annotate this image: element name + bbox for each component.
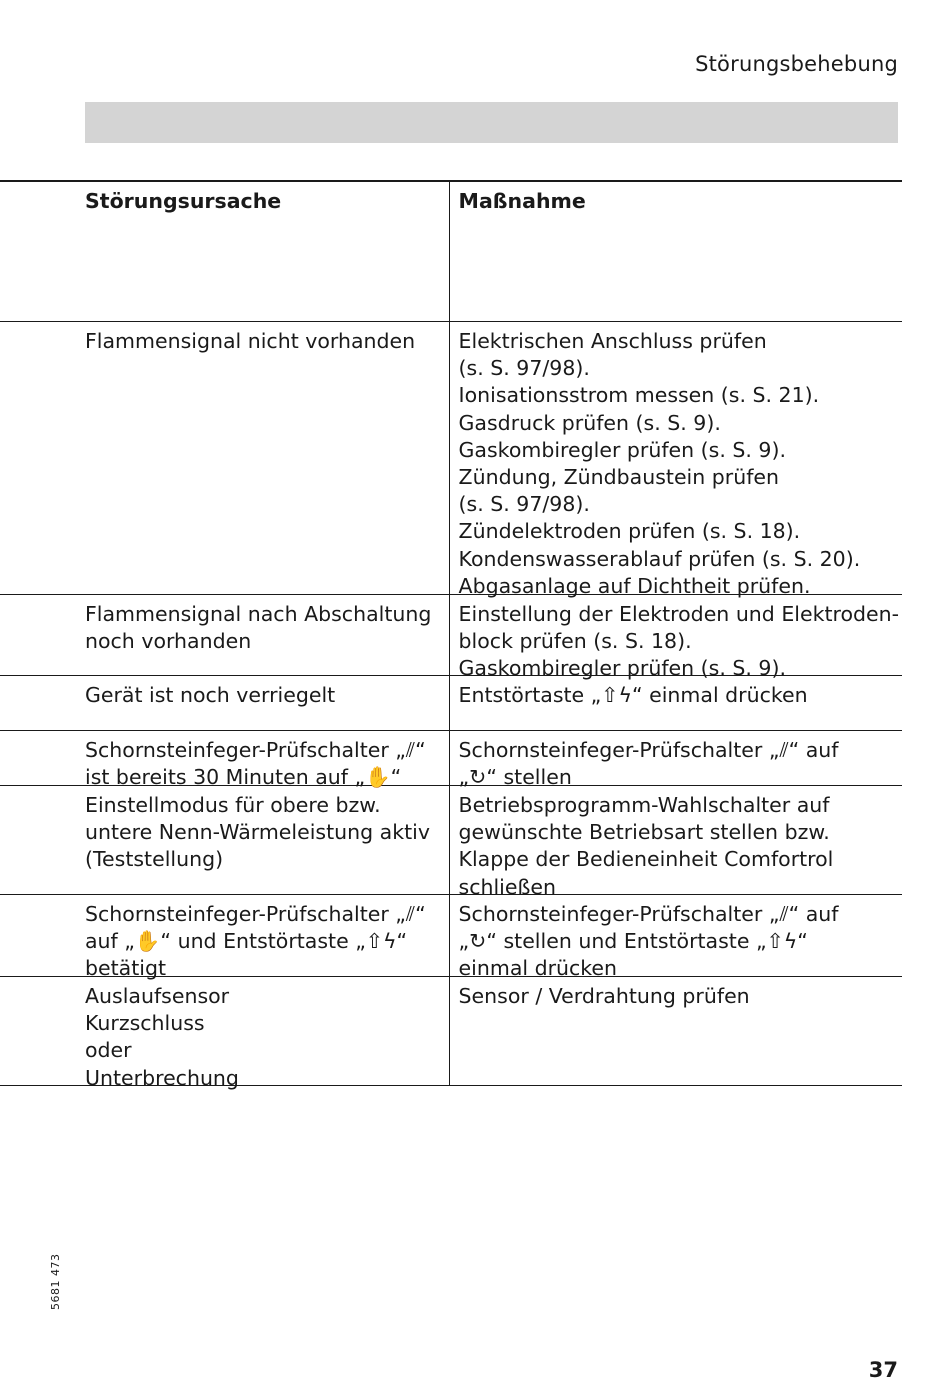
cause-cell: Flammensignal nach Abschaltung noch vorhanden (0, 595, 450, 675)
page-number: 37 (868, 1358, 898, 1382)
section-title: Störungsbehebung (695, 52, 898, 76)
cause-cell: Gerät ist noch verriegelt (0, 676, 450, 730)
table-row (0, 731, 902, 790)
table-row (0, 322, 902, 598)
action-cell: Entstörtaste „⇧ϟ“ einmal drücken (458, 683, 808, 707)
cause-cell: Schornsteinfeger-Prüfschalter „⫽“ auf „✋“ und Entstörtaste „⇧ϟ“ betätigt (0, 895, 450, 976)
table-row (0, 977, 902, 1090)
action-cell: Schornsteinfeger-Prüfschalter „⫽“ auf „↻“ stellen (458, 738, 839, 790)
action-cell: Einstellung der Elektroden und Elektroden- block prüfen (s. S. 18). Gaskombiregler prüfen (s. S. 9). (458, 602, 900, 681)
document-number: 5681 473 (49, 1253, 62, 1310)
column-header-cause: Störungsursache (0, 182, 450, 321)
cause-cell: Auslaufsensor Kurzschluss oder Unterbrechung (0, 977, 450, 1085)
action-cell: Schornsteinfeger-Prüfschalter „⫽“ auf „↻“ stellen und Entstörtaste „⇧ϟ“ einmal drücken (458, 902, 839, 981)
column-header-action: Maßnahme (458, 189, 586, 213)
table-header-row (0, 182, 902, 322)
action-cell: Sensor / Verdrahtung prüfen (458, 984, 750, 1008)
action-cell: Betriebsprogramm-Wahlschalter auf gewünschte Betriebsart stellen bzw. Klappe der Bedieneinheit Comfortrol schließen (458, 793, 834, 899)
table-row (0, 786, 902, 899)
table-row (0, 676, 902, 731)
cause-cell: Flammensignal nicht vorhanden (0, 322, 450, 594)
table-row (0, 895, 902, 981)
cause-cell: Schornsteinfeger-Prüfschalter „⫽“ ist bereits 30 Minuten auf „✋“ (0, 731, 450, 785)
cause-cell: Einstellmodus für obere bzw. untere Nenn-Wärmeleistung aktiv (Teststellung) (0, 786, 450, 894)
troubleshooting-table (0, 180, 902, 1090)
table-row (0, 595, 902, 681)
action-cell: Elektrischen Anschluss prüfen (s. S. 97/98). Ionisationsstrom messen (s. S. 21). Gasdruck prüfen (s. S. 9). Gaskombiregler prüfen (s. S. 9). Zündung, Zündbaustein prüfen (s. S. 97/98). Zündelektroden prüfen (s. S. 18). Kondenswasserablauf prüfen (s. S. 20). Abgasanlage auf Dichtheit prüfen. (458, 329, 861, 598)
header-band (85, 102, 898, 143)
